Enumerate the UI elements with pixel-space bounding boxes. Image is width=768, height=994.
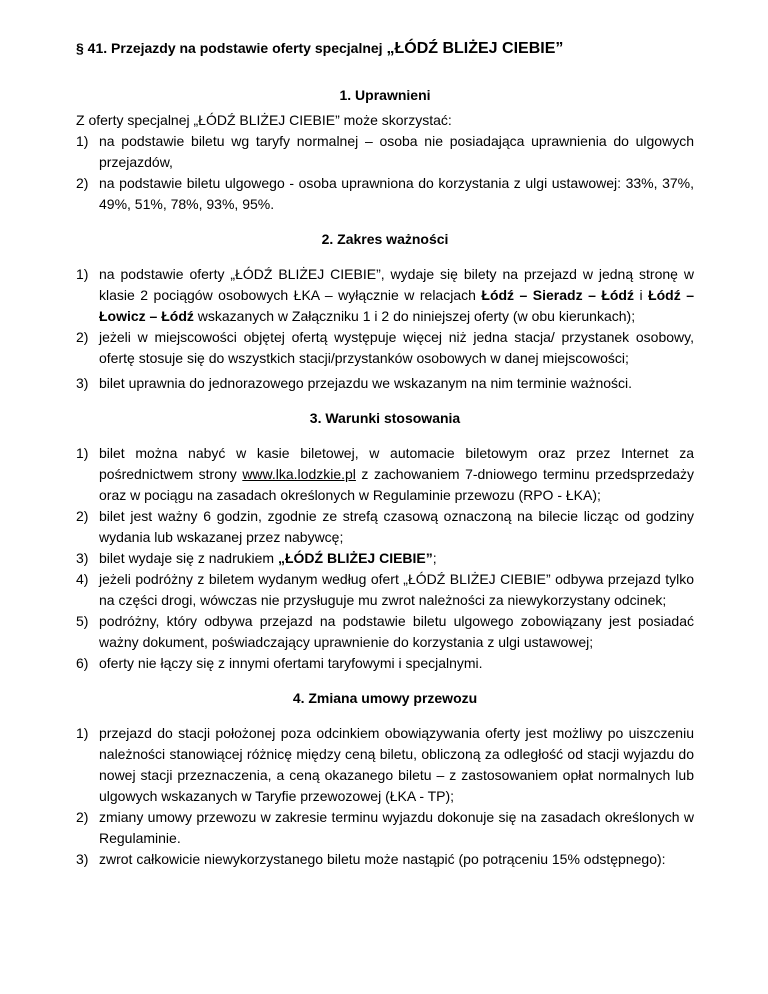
list-item: 2) jeżeli w miejscowości objętej ofertą występuje więcej niż jedna stacja/ przystanek osobowy, ofertę stosuje się do wszystkich stacji/przystanków osobowych w danej miejscowości; bbox=[76, 329, 694, 366]
list-item: 1) przejazd do stacji położonej poza odcinkiem obowiązywania oferty jest możliwy po uiszczeniu należności stanowiącej różnicę między ceną biletu, obliczoną za odległość od stacji wyjazdu do nowej stacji przeznaczenia, a ceną okazanego biletu – z zastosowaniem opłat normalnych lub ulgowych wskazanych w Taryfie przewozowej (ŁKA - TP); bbox=[76, 725, 694, 804]
list-item: 1) na podstawie biletu wg taryfy normalnej – osoba nie posiadająca uprawnienia do ulgowych przejazdów, bbox=[76, 133, 694, 170]
list-item: 3) bilet wydaje się z nadrukiem „ŁÓDŹ BLIŻEJ CIEBIE”; bbox=[76, 550, 437, 566]
list-item: 2) na podstawie biletu ulgowego - osoba uprawniona do korzystania z ulgi ustawowej: 33%, 37%, 49%, 51%, 78%, 93%, 95%. bbox=[76, 175, 694, 212]
title-offer-name: „ŁÓDŹ BLIŻEJ CIEBIE” bbox=[386, 40, 564, 57]
section-1-list bbox=[76, 131, 694, 215]
section-3-heading: 3. Warunki stosowania bbox=[309, 410, 461, 426]
section-4 bbox=[76, 688, 694, 870]
list-item: 4) jeżeli podróżny z biletem wydanym według ofert „ŁÓDŹ BLIŻEJ CIEBIE” odbywa przejazd tylko na części drogi, wówczas nie przysługuje mu zwrot należności za niewykorzystany odcinek; bbox=[76, 571, 694, 608]
section-3 bbox=[76, 408, 694, 674]
list-item: 3) bilet uprawnia do jednorazowego przejazdu we wskazanym na nim terminie ważności. bbox=[76, 375, 633, 391]
website-link[interactable]: www.lka.lodzkie.pl bbox=[242, 466, 356, 482]
list-item: 1) na podstawie oferty „ŁÓDŹ BLIŻEJ CIEBIE”, wydaje się bilety na przejazd w jedną stronę w klasie 2 pociągów osobowych ŁKA – wyłącznie w relacjach Łódź – Sieradz – Łódź i Łódź – Łowicz – Łódź wskazanych w Załączniku 1 i 2 do niniejszej oferty (w obu kierunkach); bbox=[76, 266, 694, 324]
list-item: 2) bilet jest ważny 6 godzin, zgodnie ze strefą czasową oznaczoną na bilecie licząc od godziny wydania lub wskazanej przez nabywcę; bbox=[76, 508, 694, 545]
section-2-heading: 2. Zakres ważności bbox=[321, 231, 449, 247]
section-4-list bbox=[76, 723, 694, 870]
document-title bbox=[76, 32, 694, 65]
list-item: 5) podróżny, który odbywa przejazd na podstawie biletu ulgowego zobowiązany jest posiadać ważny dokument, poświadczający uprawnienie do korzystania z ulgi ustawowej; bbox=[76, 613, 694, 650]
section-1 bbox=[76, 85, 694, 215]
section-4-heading: 4. Zmiana umowy przewozu bbox=[292, 690, 478, 706]
list-item: 6) oferty nie łączy się z innymi ofertami taryfowymi i specjalnymi. bbox=[76, 655, 483, 671]
title-text: § 41. Przejazdy na podstawie oferty specjalnej bbox=[76, 40, 387, 56]
list-item: 2) zmiany umowy przewozu w zakresie terminu wyjazdu dokonuje się na zasadach określonych w Regulaminie. bbox=[76, 809, 694, 846]
section-2-list bbox=[76, 264, 694, 394]
section-1-intro: Z oferty specjalnej „ŁÓDŹ BLIŻEJ CIEBIE” może skorzystać: bbox=[76, 112, 452, 128]
section-1-heading: 1. Uprawnieni bbox=[339, 87, 431, 103]
list-item: 1) bilet można nabyć w kasie biletowej, w automacie biletowym oraz przez Internet za pośrednictwem strony www.lka.lodzkie.pl z zachowaniem 7-dniowego terminu przedsprzedaży oraz w pociągu na zasadach określonych w Regulaminie przewozu (RPO - ŁKA); bbox=[76, 445, 694, 503]
section-3-list bbox=[76, 443, 694, 674]
document-page bbox=[76, 32, 694, 870]
section-2 bbox=[76, 229, 694, 394]
list-item: 3) zwrot całkowicie niewykorzystanego biletu może nastąpić (po potrąceniu 15% odstępnego): bbox=[76, 851, 666, 867]
